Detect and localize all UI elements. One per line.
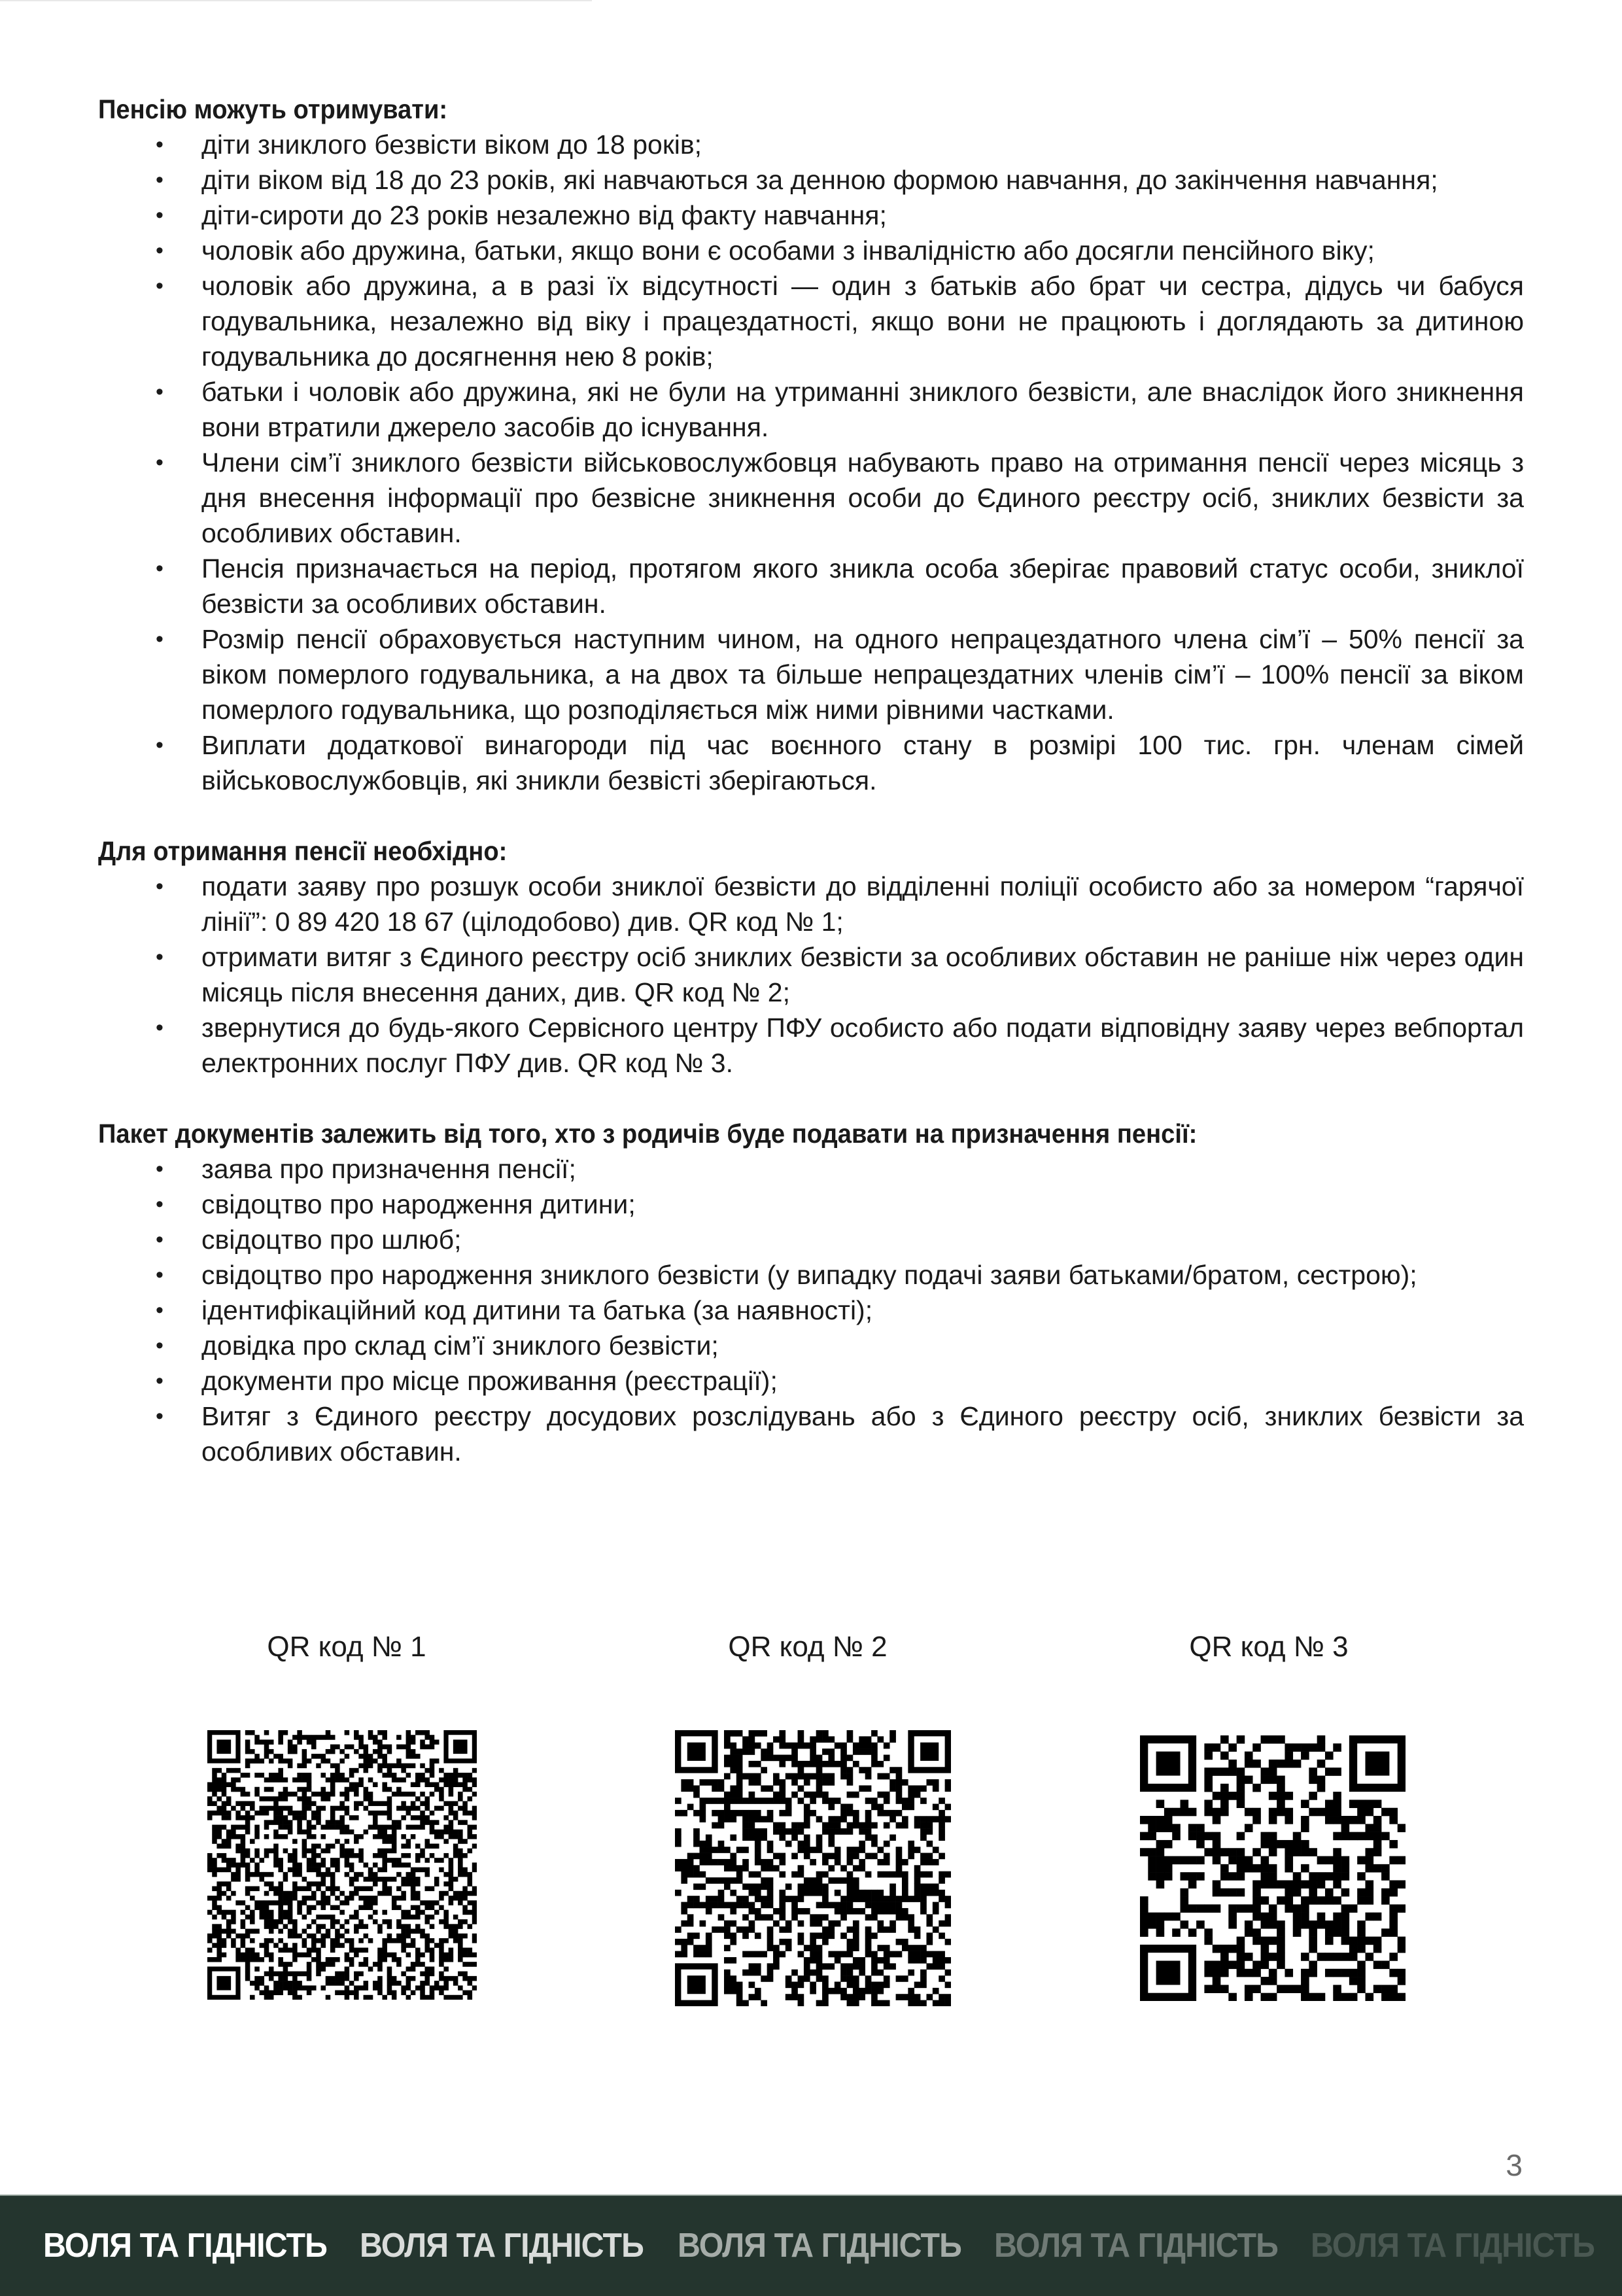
list-item-text: Витяг з Єдиного реєстру досудових розслідувань або з Єдиного реєстру осіб, зниклих безвісти за особливих обставин. — [201, 1401, 1524, 1467]
list-item — [98, 551, 1524, 621]
list-item — [98, 162, 1524, 198]
qr-block-1 — [216, 1629, 477, 1665]
list-item — [98, 374, 1524, 445]
list-item-text: діти-сироти до 23 років незалежно від факту навчання; — [201, 200, 887, 230]
list-item — [98, 445, 1524, 551]
list-item-text: документи про місце проживання (реєстрації); — [201, 1366, 778, 1396]
bullet-icon: • — [156, 733, 164, 757]
bullet-icon: • — [156, 450, 164, 475]
qr-label: QR код № 3 — [1189, 1631, 1349, 1663]
section-documents — [98, 1116, 1524, 1469]
list-item — [98, 1257, 1524, 1293]
list-item — [98, 1293, 1524, 1328]
qr-block-3 — [1138, 1629, 1400, 1665]
footer-banner — [0, 2195, 1622, 2296]
list-item — [98, 1010, 1524, 1081]
list-item-text: свідоцтво про народження зниклого безвісти (у випадку подачі заяви батьками/братом, сестрою); — [201, 1260, 1417, 1290]
qr-label: QR код № 1 — [267, 1631, 426, 1663]
page-edge — [0, 0, 592, 1]
bullet-icon: • — [156, 1404, 164, 1429]
section-requirements — [98, 833, 1524, 1081]
bullet-icon: • — [156, 1015, 164, 1040]
bullet-icon: • — [156, 874, 164, 899]
bullet-icon: • — [156, 273, 164, 298]
footer-slogan: ВОЛЯ ТА ГІДНІСТЬ — [678, 2227, 961, 2265]
list-item — [98, 621, 1524, 727]
list-item-text: батьки і чоловік або дружина, які не були на утриманні зниклого безвісти, але внаслідок його зникнення вони втратили джерело засобів до існування. — [201, 377, 1524, 442]
footer-slogan: ВОЛЯ ТА ГІДНІСТЬ — [1311, 2227, 1595, 2265]
section-eligible-recipients — [98, 92, 1524, 798]
documents-list — [98, 1151, 1524, 1469]
list-item-text: довідка про склад сім’ї зниклого безвісти; — [201, 1331, 719, 1361]
bullet-icon: • — [156, 1368, 164, 1393]
qr-code-icon[interactable] — [207, 1730, 477, 2000]
section-title: Пенсію можуть отримувати: — [98, 94, 448, 124]
bullet-icon: • — [156, 1333, 164, 1358]
list-item — [98, 1222, 1524, 1257]
document-body — [98, 92, 1524, 1469]
bullet-icon: • — [156, 203, 164, 228]
list-item-text: звернутися до будь-якого Сервісного центру ПФУ особисто або подати відповідну заяву через вебпортал електронних послуг ПФУ див. QR код № 3. — [201, 1013, 1524, 1078]
qr-code-icon[interactable] — [1140, 1735, 1406, 2001]
list-item-text: Члени сім’ї зниклого безвісти військовослужбовця набувають право на отримання пенсії через місяць з дня внесення інформації про безвісне зникнення особи до Єдиного реєстру осіб, зниклих безвісти за особливих обставин. — [201, 447, 1524, 548]
qr-label: QR код № 2 — [728, 1631, 888, 1663]
bullet-icon: • — [156, 379, 164, 404]
bullet-icon: • — [156, 556, 164, 581]
section-title: Пакет документів залежить від того, хто з родичів буде подавати на призначення пенсії: — [98, 1119, 1198, 1149]
bullet-icon: • — [156, 945, 164, 969]
list-item-text: діти віком від 18 до 23 років, які навчаються за денною формою навчання, до закінчення навчання; — [201, 165, 1438, 195]
bullet-icon: • — [156, 1298, 164, 1323]
bullet-icon: • — [156, 1157, 164, 1181]
qr-block-2 — [677, 1629, 939, 1665]
list-item — [98, 1328, 1524, 1363]
list-item — [98, 1151, 1524, 1187]
list-item — [98, 127, 1524, 162]
list-item — [98, 727, 1524, 798]
list-item-text: чоловік або дружина, а в разі їх відсутності — один з батьків або брат чи сестра, дідусь чи бабуся годувальника, незалежно від віку і працездатності, якщо вони не працюють і доглядають за дитиною годувальника до досягнення нею 8 років; — [201, 271, 1524, 372]
bullet-icon: • — [156, 167, 164, 192]
list-item — [98, 939, 1524, 1010]
qr-codes-row — [0, 1629, 1622, 2021]
list-item — [98, 1399, 1524, 1469]
bullet-icon: • — [156, 1227, 164, 1252]
bullet-icon: • — [156, 1192, 164, 1217]
list-item-text: заява про призначення пенсії; — [201, 1154, 576, 1184]
list-item-text: свідоцтво про народження дитини; — [201, 1189, 636, 1219]
eligible-list — [98, 127, 1524, 798]
footer-slogan: ВОЛЯ ТА ГІДНІСТЬ — [43, 2227, 327, 2265]
list-item — [98, 869, 1524, 939]
list-item-text: свідоцтво про шлюб; — [201, 1225, 462, 1255]
list-item — [98, 1363, 1524, 1399]
bullet-icon: • — [156, 132, 164, 157]
list-item-text: діти зниклого безвісти віком до 18 років; — [201, 130, 702, 160]
bullet-icon: • — [156, 627, 164, 652]
requirements-list — [98, 869, 1524, 1081]
list-item-text: ідентифікаційний код дитини та батька (за наявності); — [201, 1295, 873, 1325]
list-item-text: Розмір пенсії обраховується наступним чином, на одного непрацездатного члена сім’ї – 50% пенсії за віком померлого годувальника, а на двох та більше непрацездатних членів сім’ї – 100% пенсії за віком померлого годувальника, що розподіляється між ними рівними частками. — [201, 624, 1524, 725]
bullet-icon: • — [156, 238, 164, 263]
list-item — [98, 198, 1524, 233]
list-item-text: Пенсія призначається на період, протягом якого зникла особа зберігає правовий статус особи, зниклої безвісти за особливих обставин. — [201, 553, 1524, 619]
list-item-text: подати заяву про розшук особи зниклої безвісти до відділенні поліції особисто або за номером “гарячої лінії”: 0 89 420 18 67 (цілодобово) див. QR код № 1; — [201, 871, 1524, 937]
list-item — [98, 1187, 1524, 1222]
page-number: 3 — [1506, 2148, 1523, 2182]
list-item — [98, 233, 1524, 268]
footer-slogan: ВОЛЯ ТА ГІДНІСТЬ — [994, 2227, 1278, 2265]
list-item-text: отримати витяг з Єдиного реєстру осіб зниклих безвісти за особливих обставин не раніше ніж через один місяць після внесення даних, див. QR код № 2; — [201, 942, 1524, 1007]
section-title: Для отримання пенсії необхідно: — [98, 836, 508, 866]
list-item-text: чоловік або дружина, батьки, якщо вони є особами з інвалідністю або досягли пенсійного віку; — [201, 235, 1375, 266]
list-item-text: Виплати додаткової винагороди під час воєнного стану в розмірі 100 тис. грн. членам сімей військовослужбовців, які зникли безвісті зберігаються. — [201, 730, 1524, 795]
bullet-icon: • — [156, 1262, 164, 1287]
qr-code-icon[interactable] — [675, 1730, 951, 2006]
list-item — [98, 268, 1524, 374]
footer-slogan: ВОЛЯ ТА ГІДНІСТЬ — [360, 2227, 644, 2265]
